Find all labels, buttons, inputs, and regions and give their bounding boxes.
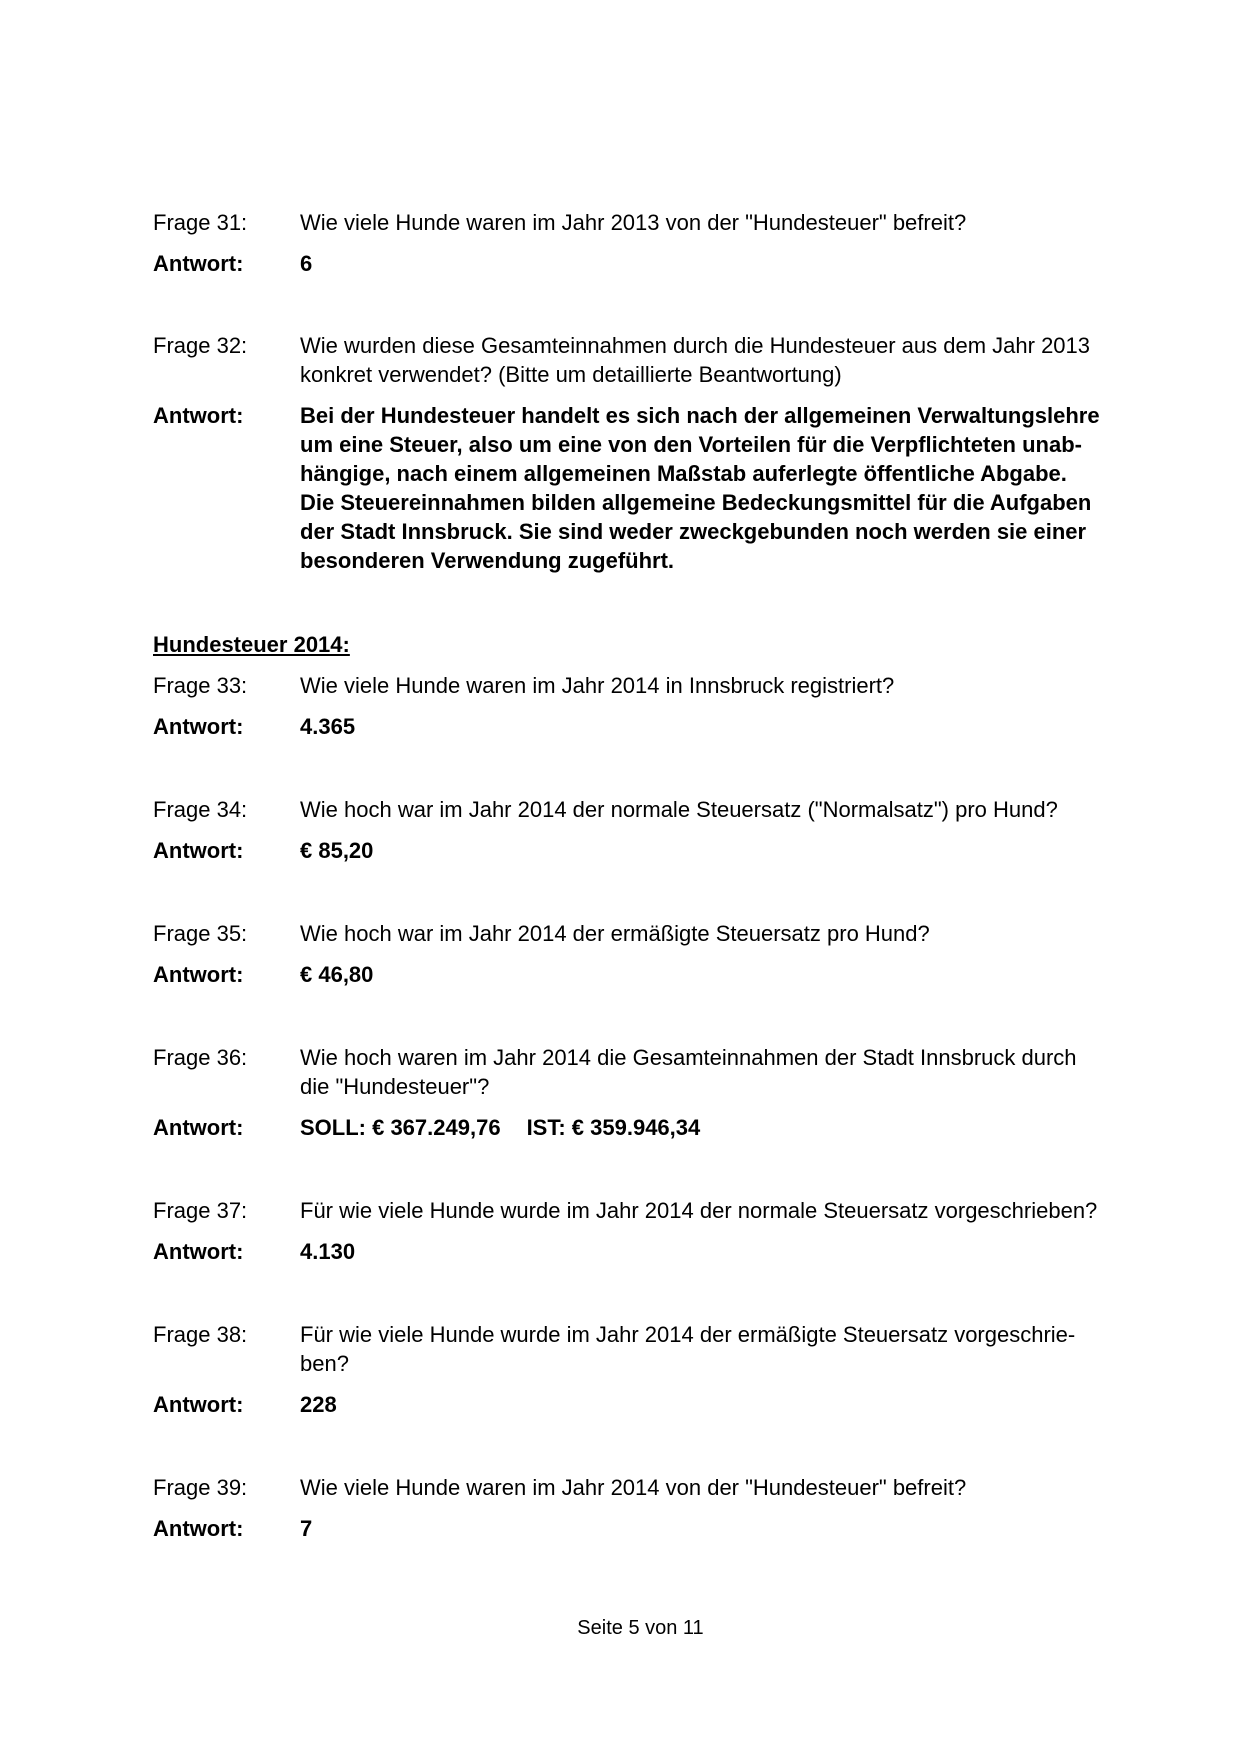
answer-text: 4.130 [300, 1239, 356, 1264]
question-label: Frage 36: [153, 1045, 248, 1070]
question-label: Frage 32: [153, 333, 248, 358]
question-line: Wie wurden diese Gesamteinnahmen durch die Hundesteuer aus dem Jahr 2013 [300, 333, 1091, 358]
answer-line: der Stadt Innsbruck. Sie sind weder zweckgebunden noch werden sie einer [300, 519, 1087, 544]
question-text [300, 331, 1133, 389]
question-label: Frage 31: [153, 210, 248, 235]
question-text: Wie hoch war im Jahr 2014 der ermäßigte Steuersatz pro Hund? [300, 921, 930, 946]
qa-block-37 [153, 1196, 1133, 1266]
answer-label: Antwort: [153, 1516, 244, 1541]
answer-label: Antwort: [153, 1115, 244, 1140]
answer-text: 6 [300, 251, 313, 276]
qa-block-31 [153, 208, 1133, 278]
question-label: Frage 33: [153, 673, 248, 698]
answer-label: Antwort: [153, 1392, 244, 1417]
answer-soll: SOLL: € 367.249,76 [300, 1115, 501, 1140]
answer-line: Die Steuereinnahmen bilden allgemeine Bedeckungsmittel für die Aufgaben [300, 490, 1092, 515]
qa-block-38 [153, 1320, 1133, 1419]
question-line: Für wie viele Hunde wurde im Jahr 2014 der ermäßigte Steuersatz vorgeschrie- [300, 1322, 1076, 1347]
qa-block-32 [153, 331, 1133, 575]
answer-text: € 46,80 [300, 962, 374, 987]
question-line: die "Hundesteuer"? [300, 1074, 490, 1099]
answer-text: € 85,20 [300, 838, 374, 863]
question-label: Frage 34: [153, 797, 248, 822]
page-footer: Seite 5 von 11 [577, 1617, 704, 1639]
question-text: Wie viele Hunde waren im Jahr 2014 von der "Hundesteuer" befreit? [300, 1475, 967, 1500]
qa-block-33 [153, 671, 1133, 741]
question-line: Wie hoch waren im Jahr 2014 die Gesamteinnahmen der Stadt Innsbruck durch [300, 1045, 1077, 1070]
question-text: Wie viele Hunde waren im Jahr 2013 von der "Hundesteuer" befreit? [300, 210, 967, 235]
section-heading: Hundesteuer 2014: [153, 632, 350, 657]
qa-block-35 [153, 919, 1133, 989]
question-text: Wie hoch war im Jahr 2014 der normale Steuersatz ("Normalsatz") pro Hund? [300, 797, 1058, 822]
answer-line: um eine Steuer, also um eine von den Vorteilen für die Verpflichteten unab- [300, 432, 1082, 457]
question-text: Wie viele Hunde waren im Jahr 2014 in Innsbruck registriert? [300, 673, 895, 698]
qa-block-39 [153, 1473, 1133, 1543]
answer-ist: IST: € 359.946,34 [526, 1115, 701, 1140]
answer-text: 4.365 [300, 714, 356, 739]
question-label: Frage 37: [153, 1198, 248, 1223]
answer-label: Antwort: [153, 403, 244, 428]
qa-block-34 [153, 795, 1133, 865]
answer-text [300, 1113, 1133, 1142]
answer-label: Antwort: [153, 1239, 244, 1264]
question-text: Für wie viele Hunde wurde im Jahr 2014 der normale Steuersatz vorgeschrieben? [300, 1198, 1098, 1223]
answer-text: 7 [300, 1516, 313, 1541]
answer-line: Bei der Hundesteuer handelt es sich nach der allgemeinen Verwaltungslehre [300, 403, 1100, 428]
answer-label: Antwort: [153, 838, 244, 863]
question-label: Frage 38: [153, 1322, 248, 1347]
question-text [300, 1320, 1133, 1378]
answer-line: besonderen Verwendung zugeführt. [300, 548, 675, 573]
answer-text: 228 [300, 1392, 337, 1417]
answer-label: Antwort: [153, 251, 244, 276]
answer-paragraph [300, 401, 1133, 575]
answer-label: Antwort: [153, 962, 244, 987]
answer-line: hängige, nach einem allgemeinen Maßstab auferlegte öffentliche Abgabe. [300, 461, 1067, 486]
question-line: ben? [300, 1351, 349, 1376]
question-line: konkret verwendet? (Bitte um detaillierte Beantwortung) [300, 362, 842, 387]
question-text [300, 1043, 1133, 1101]
question-label: Frage 35: [153, 921, 248, 946]
qa-block-36 [153, 1043, 1133, 1142]
answer-label: Antwort: [153, 714, 244, 739]
question-label: Frage 39: [153, 1475, 248, 1500]
